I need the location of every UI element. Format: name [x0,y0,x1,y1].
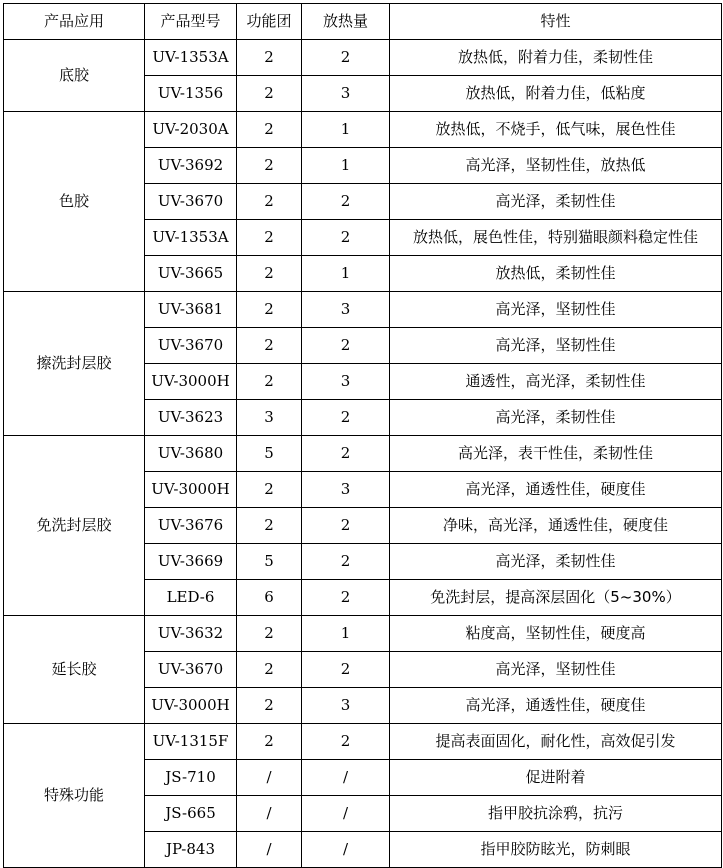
heat-release-cell: 2 [302,652,390,688]
features-cell: 免洗封层，提高深层固化（5~30%） [390,580,722,616]
features-cell: 指甲胶防眩光，防刺眼 [390,832,722,868]
features-cell: 高光泽，通透性佳，硬度佳 [390,472,722,508]
functionality-cell: 5 [237,544,302,580]
features-cell: 放热低，附着力佳，低粘度 [390,76,722,112]
heat-release-cell: 2 [302,220,390,256]
model-cell: UV-3676 [145,508,237,544]
features-cell: 放热低，展色性佳，特别猫眼颜料稳定性佳 [390,220,722,256]
header-functionality: 功能团 [237,4,302,40]
application-cell: 底胶 [4,40,145,112]
functionality-cell: 2 [237,472,302,508]
heat-release-cell: / [302,796,390,832]
heat-release-cell: / [302,760,390,796]
functionality-cell: 2 [237,652,302,688]
model-cell: UV-3670 [145,328,237,364]
features-cell: 指甲胶抗涂鸦，抗污 [390,796,722,832]
functionality-cell: / [237,760,302,796]
heat-release-cell: 2 [302,184,390,220]
functionality-cell: 2 [237,40,302,76]
model-cell: JS-710 [145,760,237,796]
model-cell: LED-6 [145,580,237,616]
table-row [4,40,722,76]
functionality-cell: 5 [237,436,302,472]
application-cell: 特殊功能 [4,724,145,868]
heat-release-cell: 2 [302,508,390,544]
table-body [4,40,722,868]
heat-release-cell: 2 [302,580,390,616]
features-cell: 放热低，柔韧性佳 [390,256,722,292]
model-cell: UV-3000H [145,364,237,400]
model-cell: JP-843 [145,832,237,868]
heat-release-cell: 3 [302,472,390,508]
model-cell: UV-3623 [145,400,237,436]
features-cell: 高光泽，柔韧性佳 [390,400,722,436]
functionality-cell: 2 [237,364,302,400]
heat-release-cell: 2 [302,40,390,76]
features-cell: 提高表面固化，耐化性，高效促引发 [390,724,722,760]
functionality-cell: 2 [237,688,302,724]
functionality-cell: 6 [237,580,302,616]
heat-release-cell: 1 [302,616,390,652]
features-cell: 高光泽，坚韧性佳，放热低 [390,148,722,184]
heat-release-cell: / [302,832,390,868]
heat-release-cell: 1 [302,148,390,184]
model-cell: JS-665 [145,796,237,832]
table-row [4,112,722,148]
heat-release-cell: 3 [302,292,390,328]
functionality-cell: 2 [237,148,302,184]
functionality-cell: 2 [237,328,302,364]
functionality-cell: 3 [237,400,302,436]
features-cell: 高光泽，通透性佳，硬度佳 [390,688,722,724]
model-cell: UV-3669 [145,544,237,580]
features-cell: 放热低，不烧手，低气味，展色性佳 [390,112,722,148]
features-cell: 高光泽，坚韧性佳 [390,292,722,328]
functionality-cell: 2 [237,220,302,256]
features-cell: 高光泽，坚韧性佳 [390,328,722,364]
heat-release-cell: 3 [302,364,390,400]
features-cell: 高光泽，坚韧性佳 [390,652,722,688]
model-cell: UV-1315F [145,724,237,760]
functionality-cell: 2 [237,76,302,112]
application-cell: 延长胶 [4,616,145,724]
features-cell: 高光泽，柔韧性佳 [390,544,722,580]
header-application: 产品应用 [4,4,145,40]
functionality-cell: 2 [237,292,302,328]
model-cell: UV-3000H [145,688,237,724]
features-cell: 高光泽，柔韧性佳 [390,184,722,220]
header-heat-release: 放热量 [302,4,390,40]
functionality-cell: 2 [237,112,302,148]
model-cell: UV-1356 [145,76,237,112]
features-cell: 放热低，附着力佳，柔韧性佳 [390,40,722,76]
model-cell: UV-3680 [145,436,237,472]
heat-release-cell: 2 [302,724,390,760]
model-cell: UV-1353A [145,40,237,76]
header-features: 特性 [390,4,722,40]
model-cell: UV-3670 [145,184,237,220]
model-cell: UV-3692 [145,148,237,184]
table-header-row [4,4,722,40]
heat-release-cell: 2 [302,544,390,580]
model-cell: UV-3670 [145,652,237,688]
model-cell: UV-3665 [145,256,237,292]
product-spec-table [3,3,722,868]
application-cell: 色胶 [4,112,145,292]
model-cell: UV-2030A [145,112,237,148]
heat-release-cell: 3 [302,76,390,112]
heat-release-cell: 3 [302,688,390,724]
functionality-cell: 2 [237,616,302,652]
heat-release-cell: 1 [302,256,390,292]
table-row [4,292,722,328]
table-row [4,616,722,652]
application-cell: 擦洗封层胶 [4,292,145,436]
model-cell: UV-3681 [145,292,237,328]
functionality-cell: / [237,796,302,832]
functionality-cell: 2 [237,724,302,760]
heat-release-cell: 2 [302,436,390,472]
model-cell: UV-3000H [145,472,237,508]
heat-release-cell: 2 [302,400,390,436]
header-model: 产品型号 [145,4,237,40]
table-row [4,436,722,472]
model-cell: UV-1353A [145,220,237,256]
features-cell: 通透性，高光泽，柔韧性佳 [390,364,722,400]
application-cell: 免洗封层胶 [4,436,145,616]
functionality-cell: 2 [237,508,302,544]
features-cell: 高光泽，表干性佳，柔韧性佳 [390,436,722,472]
features-cell: 促进附着 [390,760,722,796]
heat-release-cell: 2 [302,328,390,364]
features-cell: 净味，高光泽，通透性佳，硬度佳 [390,508,722,544]
heat-release-cell: 1 [302,112,390,148]
table-row [4,724,722,760]
functionality-cell: / [237,832,302,868]
functionality-cell: 2 [237,184,302,220]
model-cell: UV-3632 [145,616,237,652]
features-cell: 粘度高，坚韧性佳，硬度高 [390,616,722,652]
functionality-cell: 2 [237,256,302,292]
